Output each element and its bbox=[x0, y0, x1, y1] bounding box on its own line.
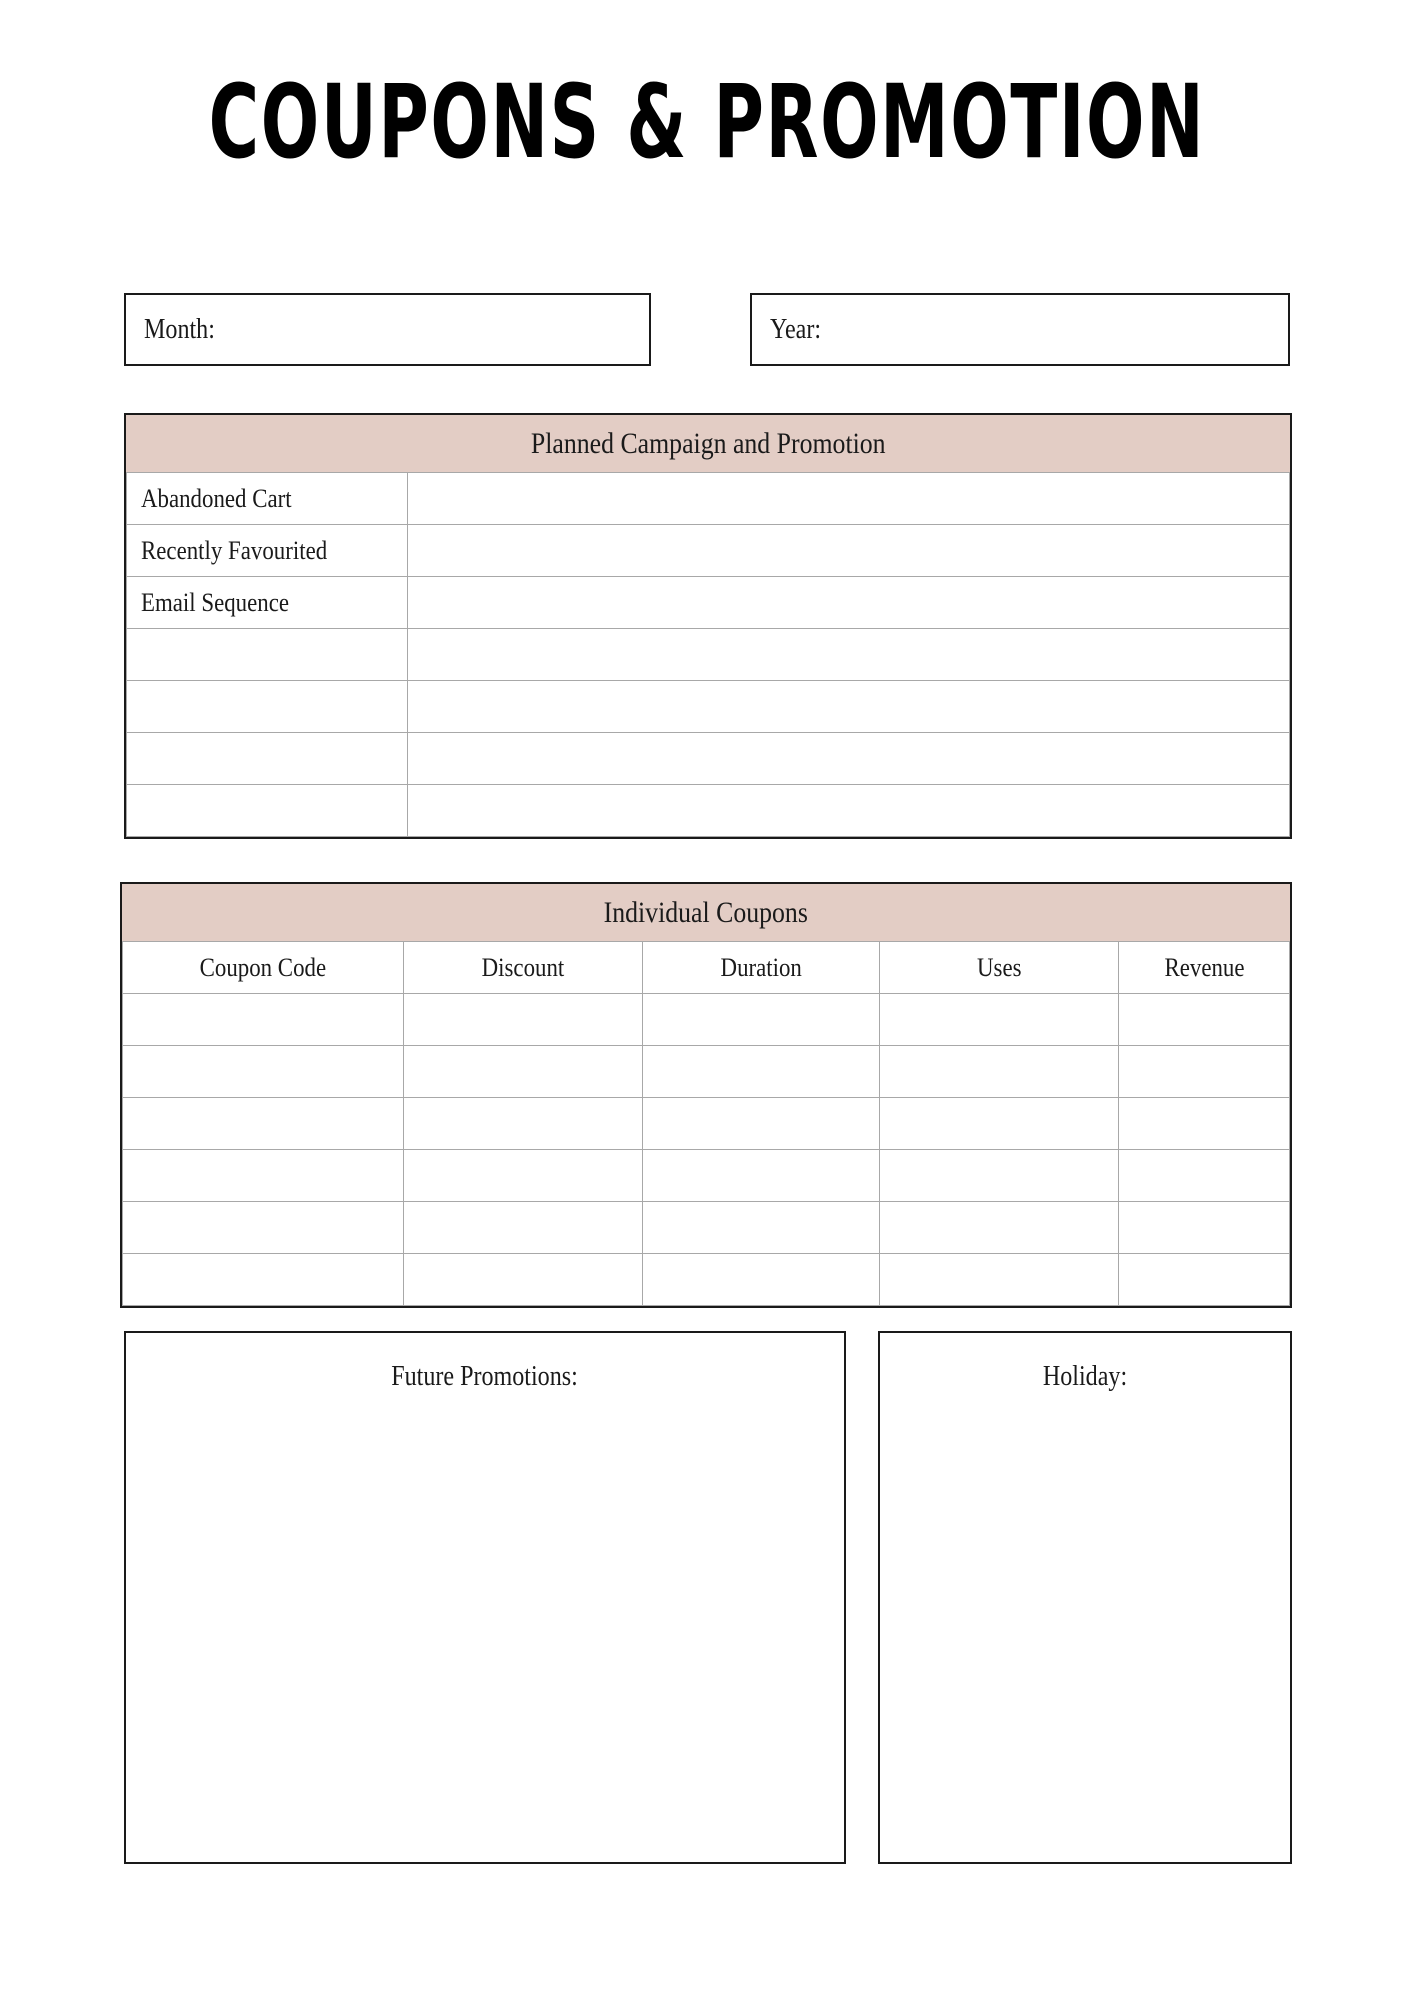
table-row[interactable] bbox=[127, 577, 1290, 629]
holiday-label bbox=[880, 1361, 1290, 1393]
table-row[interactable] bbox=[123, 994, 1290, 1046]
coupon-code-cell[interactable] bbox=[123, 1150, 404, 1202]
planned-campaign-table bbox=[124, 413, 1292, 839]
discount-cell[interactable] bbox=[404, 1150, 643, 1202]
campaign-row-label[interactable] bbox=[127, 785, 408, 837]
table-row[interactable] bbox=[127, 525, 1290, 577]
uses-cell[interactable] bbox=[880, 1150, 1119, 1202]
campaign-row-value[interactable] bbox=[408, 577, 1290, 629]
year-field[interactable] bbox=[750, 293, 1290, 366]
coupon-code-cell[interactable] bbox=[123, 1202, 404, 1254]
table-row[interactable] bbox=[127, 733, 1290, 785]
future-promotions-box[interactable] bbox=[124, 1331, 846, 1864]
campaign-row-label bbox=[127, 525, 408, 577]
campaign-row-label bbox=[127, 577, 408, 629]
column-header-discount: Discount bbox=[404, 942, 643, 994]
duration-cell[interactable] bbox=[643, 1202, 880, 1254]
revenue-cell[interactable] bbox=[1119, 1098, 1290, 1150]
table-row[interactable] bbox=[123, 1098, 1290, 1150]
table-row[interactable] bbox=[123, 1046, 1290, 1098]
revenue-cell[interactable] bbox=[1119, 994, 1290, 1046]
campaign-row-label-text: Recently Favourited bbox=[141, 535, 328, 565]
holiday-box[interactable] bbox=[878, 1331, 1292, 1864]
campaign-row-value[interactable] bbox=[408, 473, 1290, 525]
campaign-row-label bbox=[127, 473, 408, 525]
future-promotions-label bbox=[126, 1361, 844, 1393]
individual-coupons-grid bbox=[122, 941, 1290, 1306]
uses-cell[interactable] bbox=[880, 994, 1119, 1046]
campaign-row-value[interactable] bbox=[408, 733, 1290, 785]
column-header-revenue: Revenue bbox=[1119, 942, 1290, 994]
coupon-code-cell[interactable] bbox=[123, 994, 404, 1046]
discount-cell[interactable] bbox=[404, 1098, 643, 1150]
individual-coupons-table bbox=[120, 882, 1292, 1308]
planned-campaign-heading bbox=[126, 415, 1290, 472]
table-row[interactable] bbox=[127, 785, 1290, 837]
individual-coupons-heading bbox=[122, 884, 1290, 941]
revenue-cell[interactable] bbox=[1119, 1254, 1290, 1306]
coupon-code-cell[interactable] bbox=[123, 1046, 404, 1098]
year-field-label: Year: bbox=[770, 313, 822, 345]
campaign-row-label-text: Email Sequence bbox=[141, 587, 290, 617]
duration-cell[interactable] bbox=[643, 1254, 880, 1306]
table-row[interactable] bbox=[127, 473, 1290, 525]
discount-cell[interactable] bbox=[404, 994, 643, 1046]
column-header-uses: Uses bbox=[880, 942, 1119, 994]
planned-campaign-grid bbox=[126, 472, 1290, 837]
individual-coupons-heading-text: Individual Coupons bbox=[603, 895, 809, 929]
discount-cell[interactable] bbox=[404, 1202, 643, 1254]
table-row[interactable] bbox=[127, 629, 1290, 681]
uses-cell[interactable] bbox=[880, 1202, 1119, 1254]
future-promotions-label-text: Future Promotions: bbox=[391, 1361, 579, 1392]
duration-cell[interactable] bbox=[643, 994, 880, 1046]
table-row[interactable] bbox=[123, 1202, 1290, 1254]
column-header-coupon-code: Coupon Code bbox=[123, 942, 404, 994]
campaign-row-label-text: Abandoned Cart bbox=[141, 483, 292, 513]
campaign-row-label[interactable] bbox=[127, 681, 408, 733]
campaign-row-label[interactable] bbox=[127, 733, 408, 785]
month-field[interactable] bbox=[124, 293, 651, 366]
campaign-row-value[interactable] bbox=[408, 681, 1290, 733]
duration-cell[interactable] bbox=[643, 1046, 880, 1098]
revenue-cell[interactable] bbox=[1119, 1046, 1290, 1098]
campaign-row-value[interactable] bbox=[408, 629, 1290, 681]
table-row[interactable] bbox=[123, 1254, 1290, 1306]
discount-cell[interactable] bbox=[404, 1046, 643, 1098]
column-header-duration: Duration bbox=[643, 942, 880, 994]
table-row[interactable] bbox=[123, 1150, 1290, 1202]
page-title: COUPONS & PROMOTION bbox=[208, 63, 1206, 182]
campaign-row-value[interactable] bbox=[408, 785, 1290, 837]
table-row[interactable] bbox=[127, 681, 1290, 733]
campaign-row-value[interactable] bbox=[408, 525, 1290, 577]
month-field-label: Month: bbox=[144, 313, 215, 345]
coupon-code-cell[interactable] bbox=[123, 1254, 404, 1306]
campaign-row-label[interactable] bbox=[127, 629, 408, 681]
revenue-cell[interactable] bbox=[1119, 1202, 1290, 1254]
table-header-row bbox=[123, 942, 1290, 994]
coupon-code-cell[interactable] bbox=[123, 1098, 404, 1150]
duration-cell[interactable] bbox=[643, 1098, 880, 1150]
planned-campaign-heading-text: Planned Campaign and Promotion bbox=[530, 426, 886, 460]
uses-cell[interactable] bbox=[880, 1254, 1119, 1306]
uses-cell[interactable] bbox=[880, 1046, 1119, 1098]
duration-cell[interactable] bbox=[643, 1150, 880, 1202]
discount-cell[interactable] bbox=[404, 1254, 643, 1306]
uses-cell[interactable] bbox=[880, 1098, 1119, 1150]
holiday-label-text: Holiday: bbox=[1042, 1361, 1128, 1392]
revenue-cell[interactable] bbox=[1119, 1150, 1290, 1202]
